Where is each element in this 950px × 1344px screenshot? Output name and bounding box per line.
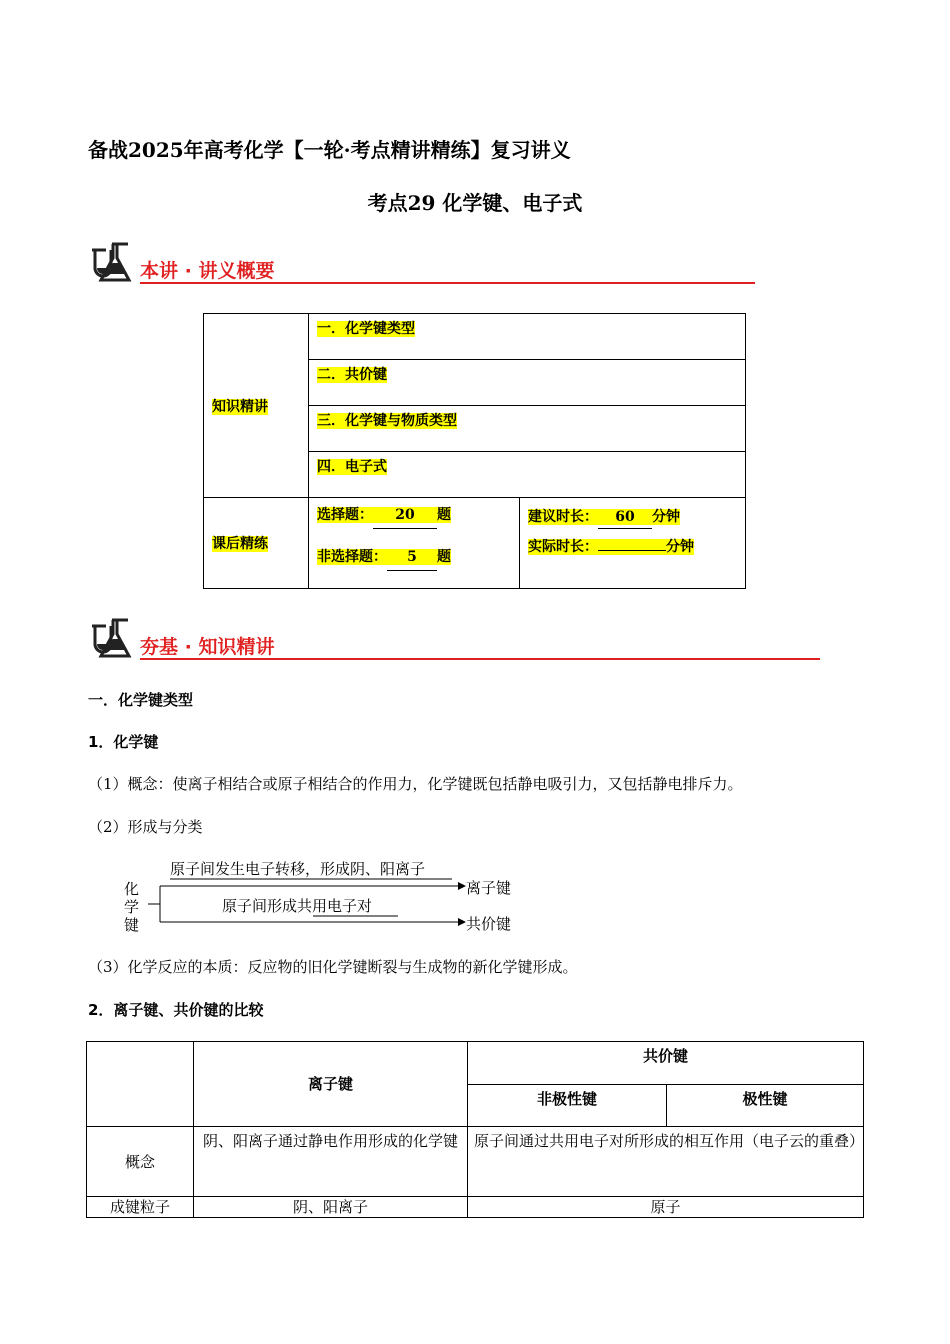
- suggest-label: 建议时长：: [528, 509, 598, 525]
- diagram-bottom-result: 共价键: [466, 915, 512, 933]
- overview-row-label: 知识精讲: [204, 314, 309, 498]
- overview-topic: 四．电子式: [309, 452, 746, 498]
- overview-table: [203, 313, 746, 589]
- heading-chemical-bond-types: 一．化学键类型: [88, 691, 194, 709]
- cell-concept-ionic: 阴、阳离子通过静电作用形成的化学键: [194, 1127, 468, 1197]
- section-underline: [140, 282, 755, 284]
- diagram-bottom-label: 原子间形成共用电子对: [222, 897, 373, 915]
- paragraph-formation: （2）形成与分类: [88, 818, 203, 836]
- diagram-top-label: 原子间发生电子转移，形成阴、阳离子: [170, 860, 426, 878]
- comparison-table: [86, 1041, 864, 1218]
- section-title: 夯基 · 知识精讲: [140, 636, 275, 658]
- flask-beaker-icon: [88, 240, 138, 286]
- overview-topic: 二．共价键: [309, 360, 746, 406]
- overview-topic: 三．化学键与物质类型: [309, 406, 746, 452]
- diagram-left-char: 键: [124, 916, 140, 934]
- cell-particle-covalent: 原子: [468, 1197, 864, 1218]
- duration-cell: 建议时长： 60 分钟 实际时长： 分钟: [520, 498, 746, 589]
- nonchoice-label: 非选择题：: [317, 549, 387, 565]
- flask-beaker-icon: [88, 616, 138, 662]
- diagram-left-char: 化: [124, 880, 140, 898]
- diagram-left-char: 学: [124, 898, 140, 916]
- cell-concept-covalent: 原子间通过共用电子对所形成的相互作用（电子云的重叠）: [468, 1127, 864, 1197]
- document-subtitle: 考点29 化学键、电子式: [367, 191, 583, 215]
- header-covalent-bond: 共价键: [468, 1042, 864, 1085]
- choice-count: 20: [373, 502, 437, 529]
- header-polar-bond: 极性键: [667, 1085, 864, 1127]
- paragraph-reaction-essence: （3）化学反应的本质：反应物的旧化学键断裂与生成物的新化学键形成。: [88, 958, 578, 976]
- actual-label: 实际时长：: [528, 539, 598, 555]
- overview-topic: 一．化学键类型: [309, 314, 746, 360]
- heading-comparison: 2．离子键、共价键的比较: [88, 1001, 264, 1019]
- section-underline: [140, 658, 820, 660]
- paragraph-concept: （1）概念：使离子相结合或原子相结合的作用力，化学键既包括静电吸引力，又包括静电排斥力。: [88, 775, 743, 793]
- nonchoice-count: 5: [387, 544, 437, 571]
- suggest-minutes: 60: [598, 506, 652, 529]
- header-nonpolar-bond: 非极性键: [468, 1085, 667, 1127]
- heading-chemical-bond: 1．化学键: [88, 733, 159, 751]
- header-ionic-bond: 离子键: [194, 1042, 468, 1127]
- bond-classification-diagram: [118, 852, 538, 942]
- section-header-overview: [88, 240, 758, 290]
- diagram-top-result: 离子键: [466, 879, 512, 897]
- cell-particle-ionic: 阴、阳离子: [194, 1197, 468, 1218]
- document-title: 备战2025年高考化学【一轮·考点精讲精练】复习讲义: [88, 138, 571, 162]
- section-header-knowledge: [88, 616, 823, 666]
- practice-count-cell: 选择题： 20 题 非选择题： 5 题: [309, 498, 520, 589]
- row-label-particle: 成键粒子: [87, 1197, 194, 1218]
- table-corner: [87, 1042, 194, 1127]
- row-label-concept: 概念: [87, 1127, 194, 1197]
- choice-label: 选择题：: [317, 507, 373, 523]
- section-title: 本讲 · 讲义概要: [140, 260, 275, 282]
- overview-row-label: 课后精练: [204, 498, 309, 589]
- actual-minutes: [598, 550, 666, 551]
